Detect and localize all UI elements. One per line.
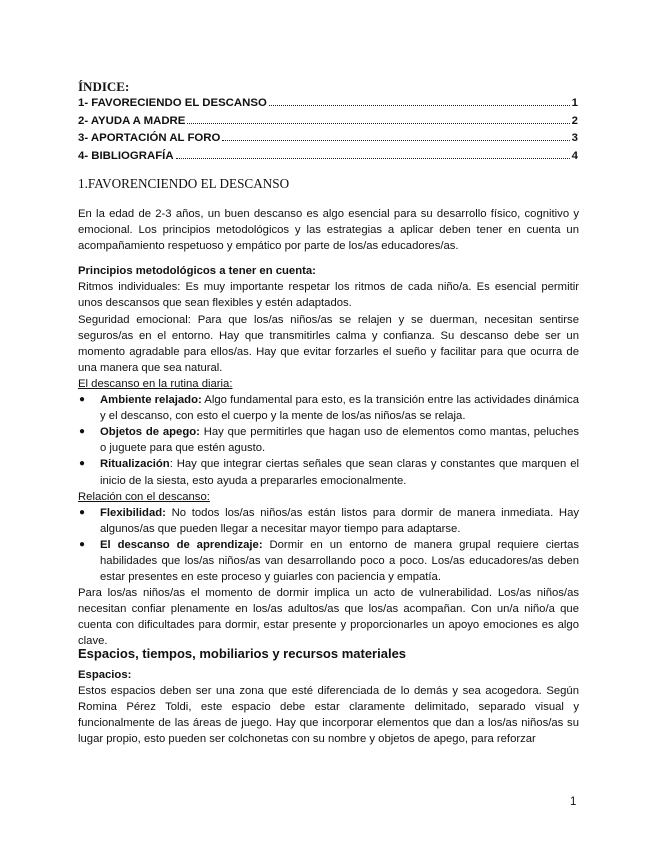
section-heading: 1.FAVORENCIENDO EL DESCANSO [78,176,290,191]
toc-entry-page: 1 [571,97,578,109]
subsection-body [78,667,579,747]
routine-list [78,392,579,489]
subsection-subtitle: Espacios: [78,669,132,681]
toc-entry[interactable] [78,150,578,168]
list-item [78,537,579,585]
closing-paragraph: Para los/as niños/as el momento de dormir implica un acto de vulnerabilidad. Los/as niños/as necesitan confiar plenamente en los/as adultos/as que los/as acompañan. Con un/a niño/a que cuenta con dificultades para dormir, estar presente y proporcionarles un apoyo emociones es algo clave. [78,587,579,648]
toc-entry[interactable] [78,97,578,115]
relation-list [78,505,579,585]
intro-paragraph: En la edad de 2-3 años, un buen descanso es algo esencial para su desarrollo físico, cognitivo y emocional. Los principios metodológicos y las estrategias a aplicar deben tener en cuenta un acompañamiento respetuoso y empático por parte de los/as educadores/as. [78,208,579,253]
relation-title: Relación con el descanso: [78,490,210,503]
item-text: No todos los/as niños/as están listos para dormir de manera inmediata. Hay algunos/as que pueden llegar a necesitar mayor tiempo para adaptarse. [100,506,579,535]
toc-entry[interactable] [78,132,578,150]
item-term: Ritualización [100,458,170,471]
table-of-contents [78,97,578,167]
toc-leader-dots [187,123,569,124]
item-text: Hay que permitirles que hagan uso de elementos como mantas, peluches o juguete para que estén agusto. [100,426,579,455]
toc-leader-dots [269,105,570,106]
toc-entry-label: 3- APORTACIÓN AL FORO [78,132,221,144]
principle-paragraph: Seguridad emocional: Para que los/as niños/as se relajen y se duerman, necesitan sentirse seguros/as en el entorno. Hay que transmitirles calma y confianza. Su descanso debe ser un momento agradable para ellos/as. Hay que evitar forzarles el sueño y facilitar para que ocurra de una manera que sea natural. [78,313,579,374]
toc-entry-page: 2 [571,114,578,127]
list-item [78,456,579,488]
toc-entry[interactable] [78,115,578,133]
toc-entry-label: 1- FAVORECIENDO EL DESCANSO [78,97,267,109]
toc-entry-label: 4- BIBLIOGRAFÍA [78,149,174,162]
item-term: Objetos de apego: [100,426,200,439]
item-term: Ambiente relajado: [100,394,202,407]
list-item [78,424,579,456]
item-text: Algo fundamental para esto, es la transición entre las actividades dinámica y el descanso, con esto el cuerpo y la mente de los/as niños/as se relaja. [100,394,580,423]
subsection-heading: Espacios, tiempos, mobiliarios y recursos materiales [78,646,407,661]
toc-entry-page: 4 [571,149,578,162]
section-body [78,206,579,650]
principle-paragraph: Ritmos individuales: Es muy importante respetar los ritmos de cada niño/a. Es esencial permitir unos descansos que sean flexibles y estén adaptados. [78,281,579,310]
item-term: Flexibilidad: [100,506,166,519]
list-item [78,505,579,537]
toc-leader-dots [176,158,570,159]
toc-entry-page: 3 [571,132,578,144]
item-text: : Hay que integrar ciertas señales que sean claras y constantes que marquen el inicio de la siesta, esto ayuda a prepararles emocionalmente. [100,458,579,487]
routine-title: El descanso en la rutina diaria: [78,377,233,390]
item-term: El descanso de aprendizaje: [100,538,263,551]
subsection-paragraph: Estos espacios deben ser una zona que esté diferenciada de lo demás y sea acogedora. Según Romina Pérez Toldi, este espacio debe estar claramente delimitado, separado visual y funcionalmente de las áreas de juego. Hay que incorporar elementos que dan a los/as niños/as su lugar propio, esto pueden ser colchonetas con su nombre y objetos de apego, para reforzar [78,685,579,746]
principles-title: Principios metodológicos a tener en cuenta: [78,265,316,278]
toc-leader-dots [222,140,569,141]
list-item [78,392,579,424]
item-text: Dormir en un entorno de manera grupal requiere ciertas habilidades que los/as niños/as van desarrollando poco a poco. Los/as educadores/as deben estar presentes en este proceso y guiarles con paciencia y empatía. [100,538,579,584]
toc-entry-label: 2- AYUDA A MADRE [78,114,186,127]
page-number: 1 [570,796,577,808]
toc-title: ÍNDICE: [78,79,130,94]
